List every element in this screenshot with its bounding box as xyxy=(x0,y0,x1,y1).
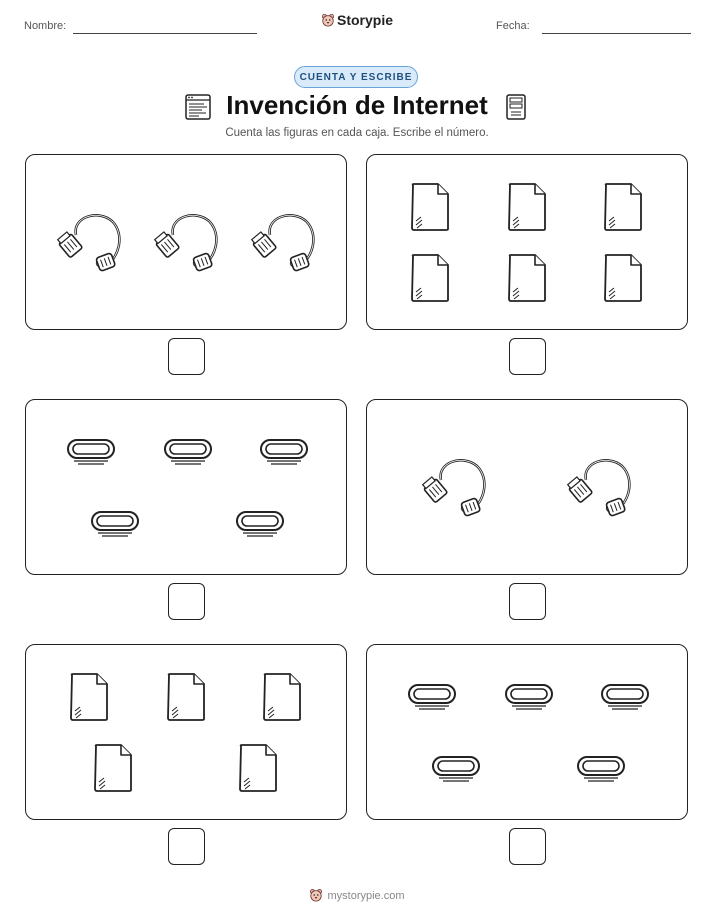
server-tower-icon xyxy=(502,93,530,121)
usb-c-port-icon xyxy=(163,438,213,466)
footer xyxy=(0,888,714,902)
count-box-1 xyxy=(25,154,347,330)
usb-c-port-icon xyxy=(431,755,481,783)
file-icon xyxy=(408,252,452,304)
answer-box-4[interactable] xyxy=(509,583,546,620)
bear-mascot-icon xyxy=(309,888,323,902)
ethernet-cable-icon xyxy=(151,207,221,277)
ethernet-cable-icon xyxy=(564,452,634,522)
count-box-4 xyxy=(366,399,688,575)
bear-mascot-icon xyxy=(321,13,335,27)
date-label: Fecha: xyxy=(496,20,530,32)
file-icon xyxy=(91,742,135,794)
answer-box-5[interactable] xyxy=(168,828,205,865)
usb-c-port-icon xyxy=(259,438,309,466)
file-icon xyxy=(236,742,280,794)
ethernet-cable-icon xyxy=(54,207,124,277)
brand-name: Storypie xyxy=(336,12,393,28)
file-icon xyxy=(601,252,645,304)
file-icon xyxy=(260,671,304,723)
instructions: Cuenta las figuras en cada caja. Escribe el número. xyxy=(225,127,489,139)
activity-badge: CUENTA Y ESCRIBE xyxy=(294,66,418,88)
file-icon xyxy=(164,671,208,723)
file-icon xyxy=(505,252,549,304)
ethernet-cable-icon xyxy=(248,207,318,277)
usb-c-port-icon xyxy=(407,683,457,711)
usb-c-port-icon xyxy=(66,438,116,466)
count-box-2 xyxy=(366,154,688,330)
usb-c-port-icon xyxy=(90,510,140,538)
usb-c-port-icon xyxy=(504,683,554,711)
file-icon xyxy=(67,671,111,723)
count-box-6 xyxy=(366,644,688,820)
footer-url[interactable]: mystorypie.com xyxy=(327,890,405,902)
answer-box-6[interactable] xyxy=(509,828,546,865)
usb-c-port-icon xyxy=(576,755,626,783)
file-icon xyxy=(601,181,645,233)
ethernet-cable-icon xyxy=(419,452,489,522)
usb-c-port-icon xyxy=(600,683,650,711)
page-title: Invención de Internet xyxy=(226,90,488,120)
usb-c-port-icon xyxy=(235,510,285,538)
count-box-5 xyxy=(25,644,347,820)
name-label: Nombre: xyxy=(24,20,67,32)
brand-logo xyxy=(0,12,714,28)
answer-box-3[interactable] xyxy=(168,583,205,620)
file-icon xyxy=(408,181,452,233)
answer-box-2[interactable] xyxy=(509,338,546,375)
file-icon xyxy=(505,181,549,233)
date-field[interactable] xyxy=(542,33,691,34)
count-box-3 xyxy=(25,399,347,575)
answer-box-1[interactable] xyxy=(168,338,205,375)
name-field[interactable] xyxy=(73,33,257,34)
